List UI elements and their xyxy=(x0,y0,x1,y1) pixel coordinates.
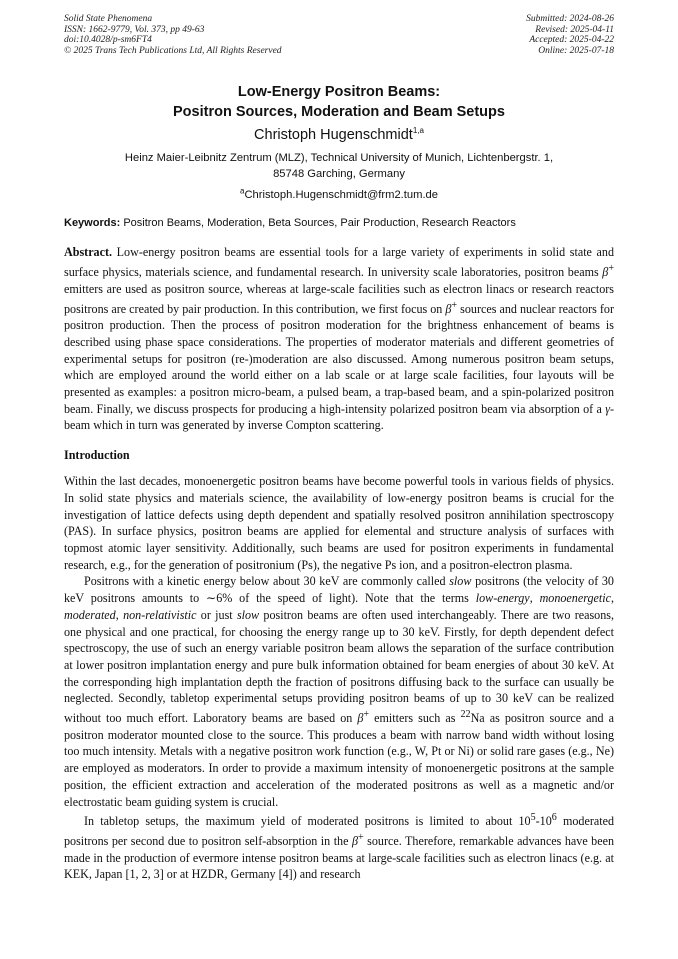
author-name: Christoph Hugenschmidt xyxy=(254,127,413,144)
affiliation-line-1: Heinz Maier-Leibnitz Zentrum (MLZ), Technical University of Munich, Lichtenbergstr. 1, xyxy=(124,152,554,165)
text-run: positron beams are often used interchangeably. There are two reasons, one physical and one practical, for choosing the energy range up to 30 keV. Firstly, for depth dependent defect spectroscopy, the use of such an energy variable positron beam allows the separation of the surface contribution at lower positron implantation energy and pure bulk information obtained for beam energies of about 30 keV. At the corresponding high implantation depth the fraction of positrons diffusing back to the surface can usually be neglected. Secondly, tabletop experimental setups providing positron beams of up to 30 keV can be realized without too much effort. Laboratory beams are based on xyxy=(64,607,614,726)
emphasis: monoenergetic xyxy=(539,591,611,606)
text-run: 6% of the speed of light). Note that the terms xyxy=(216,591,476,606)
email-address[interactable]: Christoph.Hugenschmidt@frm2.tum.de xyxy=(244,189,438,202)
text-run: source. Therefore, remarkable advances have been made in the production of evermore intense positron beams at large-scale facilities such as electron linacs (e.g. at KEK, Japan [1, 2, 3] or at HZDR, Germany [4]) and research xyxy=(64,834,615,882)
abstract xyxy=(64,244,614,434)
gamma-symbol: γ xyxy=(605,401,610,416)
abstract-text-1: Low-energy positron beams are essential tools for a large variety of experiments in solid state and surface physics, materials science, and fundamental research. In university scale laboratories, positron beams xyxy=(64,245,614,280)
exponent: 6 xyxy=(551,812,557,824)
abstract-text-2: emitters are used as positron source, whereas at large-scale facilities such as electron linacs or research reactors positrons are created by pair production. In this contribution, we first focus on xyxy=(64,281,614,316)
journal-issn: ISSN: 1662-9779, Vol. 373, pp 49-63 xyxy=(64,24,205,35)
abstract-label: Abstract. xyxy=(64,245,113,260)
emphasis: low-energy xyxy=(475,591,530,606)
plus-symbol: + xyxy=(451,299,458,311)
title-line-2: Positron Sources, Moderation and Beam Setups xyxy=(173,104,505,121)
paper-title xyxy=(64,82,614,122)
author-affiliation-mark: 1,a xyxy=(412,126,424,136)
isotope-mass: 22 xyxy=(460,709,471,721)
affiliation-line-2: 85748 Garching, Germany xyxy=(273,167,405,180)
title-line-1: Low-Energy Positron Beams: xyxy=(237,84,441,101)
text-run: In tabletop setups, the maximum yield of moderated positrons is limited to about 10 xyxy=(84,814,531,829)
intro-paragraph-3 xyxy=(64,810,614,883)
journal-name: Solid State Phenomena xyxy=(64,14,153,24)
date-accepted: Accepted: 2025-04-22 xyxy=(529,35,614,46)
date-online: Online: 2025-07-18 xyxy=(538,45,614,56)
emphasis: non-relativistic xyxy=(123,607,197,622)
emphasis: slow xyxy=(236,607,260,622)
beta-symbol: β xyxy=(602,265,609,280)
journal-info xyxy=(64,14,282,56)
emphasis: moderated xyxy=(64,607,116,622)
section-heading-introduction: Introduction xyxy=(64,448,130,463)
text-run: , xyxy=(115,607,124,622)
beta-symbol: β xyxy=(445,301,452,316)
date-submitted: Submitted: 2024-08-26 xyxy=(526,14,614,24)
beta-symbol: β xyxy=(351,834,358,849)
keywords xyxy=(64,216,614,231)
journal-copyright: © 2025 Trans Tech Publications Ltd, All Rights Reserved xyxy=(64,45,282,56)
text-run: -10 xyxy=(535,814,552,829)
abstract-text-4: -beam which in turn was generated by inverse Compton scattering. xyxy=(64,401,614,433)
plus-symbol: + xyxy=(363,709,370,721)
author xyxy=(64,126,614,144)
text-run: Positrons with a kinetic energy below about 30 keV are commonly called xyxy=(84,574,450,589)
text-run: Na as positron source and a positron moderator mounted close to the source. This produces a beam with narrow band width without losing too much intensity. Metals with a negative positron work function (e.g., W, Pt or Ni) or solid rare gases (e.g., Ne) are employed as moderators. In order to provide a maximum intensity of monoenergetic positrons at the sample position, the efficient extraction and acceleration of the moderated positrons as well as a magnetic and/or electrostatic beam guiding system is crucial. xyxy=(64,711,615,809)
intro-paragraph-1: Within the last decades, monoenergetic positron beams have become powerful tools in various fields of physics. In solid state physics and materials science, the availability of low-energy positron beams is crucial for the investigation of lattice defects using depth dependent and spatially resolved positron annihilation spectroscopy (PAS). In surface physics, positron beams are applied for elemental and structure analysis of surfaces with topmost atomic layer sensitivity. Additionally, such beams are used for positron experiments in fundamental research, e.g., for the generation of positronium (Ps), the negative Ps ion, and a positron-electron plasma. xyxy=(64,474,614,572)
exponent: 5 xyxy=(530,812,536,824)
keywords-text: Positron Beams, Moderation, Beta Sources, Pair Production, Research Reactors xyxy=(123,217,516,230)
emphasis: slow xyxy=(449,574,472,589)
intro-paragraph-2 xyxy=(64,573,614,810)
text-run: or just xyxy=(196,607,237,622)
author-email xyxy=(64,188,614,203)
approx-symbol: ∼ xyxy=(206,591,217,606)
abstract-text-3: sources and nuclear reactors for positron production. Then the process of positron moderation for the brightness enhancement of beams is described using phase space considerations. The properties of moderator materials and different geometries of experimental setups for positron (re-)moderation are also discussed. Among numerous positron beam setups, which are employed around the world either on a lab scale or at large scale facilities, four layouts will be presented as examples: a positron micro-beam, a pulsed beam, a trap-based beam, and a spin-polarized positron beam. Finally, we discuss prospects for producing a high-intensity polarized positron beam via absorption of a xyxy=(64,301,614,416)
beta-symbol: β xyxy=(357,711,364,726)
text-run: moderated positrons per second due to positron self-absorption in the xyxy=(64,814,614,849)
journal-doi: doi:10.4028/p-sm6FT4 xyxy=(64,35,152,46)
text-run: , xyxy=(529,591,540,606)
text-run: emitters such as xyxy=(369,711,461,726)
date-revised: Revised: 2025-04-11 xyxy=(535,24,614,35)
plus-symbol: + xyxy=(608,263,614,275)
text-run: , xyxy=(610,591,615,606)
publication-dates xyxy=(526,14,614,56)
affiliation xyxy=(64,151,614,182)
text-run: positrons (the velocity of 30 keV positrons amounts to xyxy=(64,574,614,606)
plus-symbol: + xyxy=(358,832,364,843)
email-mark: a xyxy=(240,186,245,196)
journal-header xyxy=(64,14,614,56)
keywords-label: Keywords: xyxy=(64,217,121,230)
